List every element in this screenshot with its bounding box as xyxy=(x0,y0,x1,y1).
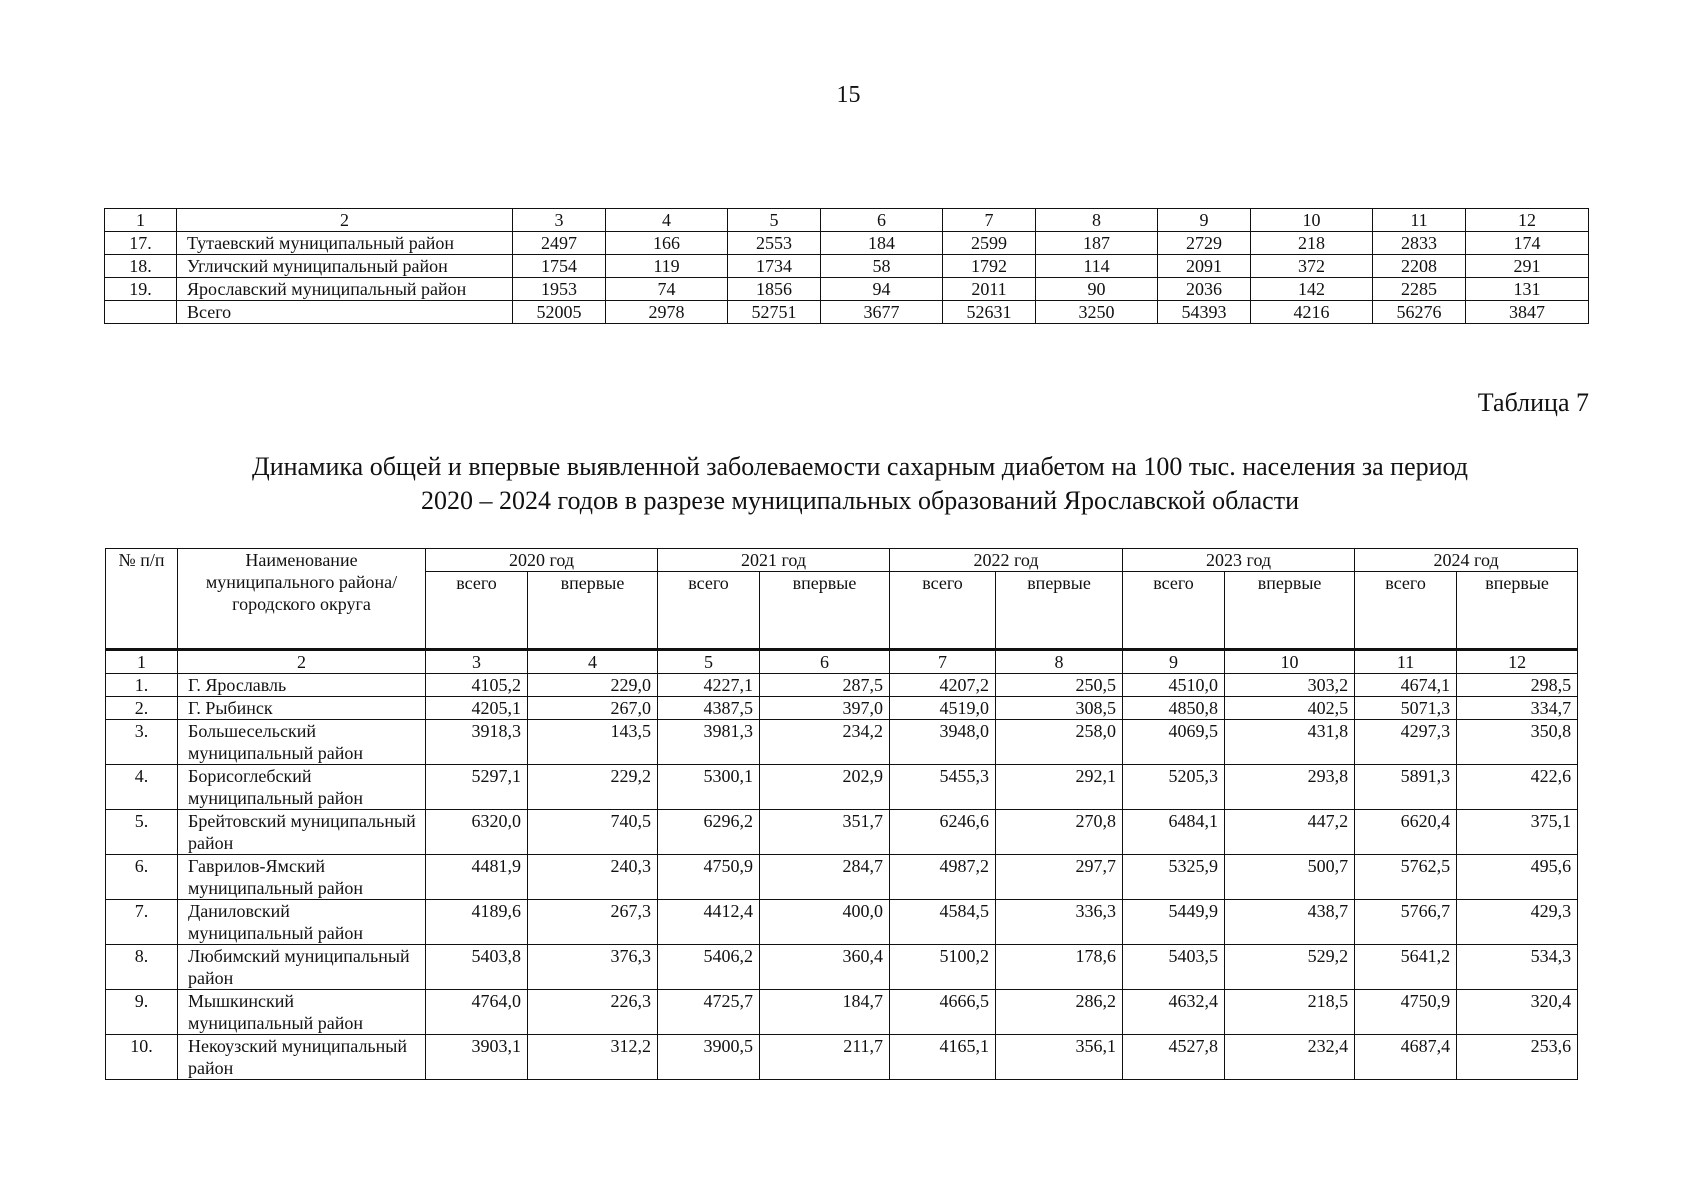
value-cell: 2091 xyxy=(1158,255,1251,278)
subheader-new: впервые xyxy=(760,572,890,650)
value-cell: 334,7 xyxy=(1457,697,1578,720)
column-number: 10 xyxy=(1225,650,1355,674)
table-label: Таблица 7 xyxy=(1477,388,1589,417)
value-cell: 2036 xyxy=(1158,278,1251,301)
value-cell: 184,7 xyxy=(760,990,890,1035)
value-cell: 3900,5 xyxy=(658,1035,760,1080)
value-cell: 298,5 xyxy=(1457,674,1578,697)
value-cell: 5325,9 xyxy=(1123,855,1225,900)
value-cell: 258,0 xyxy=(996,720,1123,765)
column-number: 7 xyxy=(943,209,1036,232)
value-cell: 52005 xyxy=(513,301,606,324)
value-cell: 397,0 xyxy=(760,697,890,720)
district-name: Мышкинский муниципальный район xyxy=(178,990,426,1035)
column-number: 4 xyxy=(606,209,728,232)
value-cell: 4481,9 xyxy=(426,855,528,900)
value-cell: 3903,1 xyxy=(426,1035,528,1080)
column-number: 5 xyxy=(658,650,760,674)
value-cell: 320,4 xyxy=(1457,990,1578,1035)
value-cell: 226,3 xyxy=(528,990,658,1035)
district-name: Угличский муниципальный район xyxy=(177,255,513,278)
district-name: Борисоглебский муниципальный район xyxy=(178,765,426,810)
row-number: 4. xyxy=(106,765,178,810)
column-number: 6 xyxy=(760,650,890,674)
table-row xyxy=(106,945,1578,990)
subheader-new: впервые xyxy=(528,572,658,650)
value-cell: 4205,1 xyxy=(426,697,528,720)
value-cell: 1856 xyxy=(728,278,821,301)
column-number: 12 xyxy=(1466,209,1589,232)
subheader-total: всего xyxy=(1355,572,1457,650)
column-number: 10 xyxy=(1251,209,1373,232)
value-cell: 4207,2 xyxy=(890,674,996,697)
table-row xyxy=(106,855,1578,900)
value-cell: 5455,3 xyxy=(890,765,996,810)
value-cell: 376,3 xyxy=(528,945,658,990)
value-cell: 54393 xyxy=(1158,301,1251,324)
value-cell: 429,3 xyxy=(1457,900,1578,945)
value-cell: 218 xyxy=(1251,232,1373,255)
value-cell: 267,0 xyxy=(528,697,658,720)
page-number: 15 xyxy=(836,82,861,108)
value-cell: 178,6 xyxy=(996,945,1123,990)
value-cell: 94 xyxy=(821,278,943,301)
value-cell: 312,2 xyxy=(528,1035,658,1080)
value-cell: 4725,7 xyxy=(658,990,760,1035)
value-cell: 119 xyxy=(606,255,728,278)
table-row xyxy=(106,810,1578,855)
value-cell: 5100,2 xyxy=(890,945,996,990)
column-number: 1 xyxy=(105,209,177,232)
value-cell: 372 xyxy=(1251,255,1373,278)
value-cell: 3948,0 xyxy=(890,720,996,765)
subheader-new: впервые xyxy=(1225,572,1355,650)
district-name: Всего xyxy=(177,301,513,324)
column-number: 6 xyxy=(821,209,943,232)
column-number: 2 xyxy=(177,209,513,232)
value-cell: 1792 xyxy=(943,255,1036,278)
value-cell: 3847 xyxy=(1466,301,1589,324)
value-cell: 4750,9 xyxy=(1355,990,1457,1035)
row-number: 3. xyxy=(106,720,178,765)
district-name: Любимский муниципальный район xyxy=(178,945,426,990)
value-cell: 4519,0 xyxy=(890,697,996,720)
value-cell: 291 xyxy=(1466,255,1589,278)
row-number: 7. xyxy=(106,900,178,945)
value-cell: 229,0 xyxy=(528,674,658,697)
value-cell: 253,6 xyxy=(1457,1035,1578,1080)
value-cell: 56276 xyxy=(1373,301,1466,324)
value-cell: 4666,5 xyxy=(890,990,996,1035)
value-cell: 375,1 xyxy=(1457,810,1578,855)
district-name: Большесельский муниципальный район xyxy=(178,720,426,765)
value-cell: 184 xyxy=(821,232,943,255)
value-cell: 4105,2 xyxy=(426,674,528,697)
value-cell: 6620,4 xyxy=(1355,810,1457,855)
year-header: 2020 год xyxy=(426,549,658,572)
value-cell: 142 xyxy=(1251,278,1373,301)
value-cell: 270,8 xyxy=(996,810,1123,855)
value-cell: 1734 xyxy=(728,255,821,278)
value-cell: 4584,5 xyxy=(890,900,996,945)
column-number: 1 xyxy=(106,650,178,674)
value-cell: 90 xyxy=(1036,278,1158,301)
value-cell: 5449,9 xyxy=(1123,900,1225,945)
district-name: Г. Ярославль xyxy=(178,674,426,697)
column-number: 8 xyxy=(1036,209,1158,232)
year-header: 2021 год xyxy=(658,549,890,572)
value-cell: 1953 xyxy=(513,278,606,301)
value-cell: 187 xyxy=(1036,232,1158,255)
value-cell: 286,2 xyxy=(996,990,1123,1035)
column-number: 4 xyxy=(528,650,658,674)
table-title-line-2: 2020 – 2024 годов в разрезе муниципальных образований Ярославской области xyxy=(421,486,1299,515)
value-cell: 5071,3 xyxy=(1355,697,1457,720)
value-cell: 3918,3 xyxy=(426,720,528,765)
district-name: Ярославский муниципальный район xyxy=(177,278,513,301)
district-name: Брейтовский муниципальный район xyxy=(178,810,426,855)
header-row xyxy=(106,549,1578,572)
column-number: 5 xyxy=(728,209,821,232)
subheader-new: впервые xyxy=(1457,572,1578,650)
table-row xyxy=(105,301,1589,324)
district-name: Г. Рыбинск xyxy=(178,697,426,720)
value-cell: 4764,0 xyxy=(426,990,528,1035)
row-number: 18. xyxy=(105,255,177,278)
year-header: 2022 год xyxy=(890,549,1123,572)
value-cell: 5403,8 xyxy=(426,945,528,990)
value-cell: 4412,4 xyxy=(658,900,760,945)
value-cell: 2729 xyxy=(1158,232,1251,255)
value-cell: 5891,3 xyxy=(1355,765,1457,810)
value-cell: 234,2 xyxy=(760,720,890,765)
value-cell: 4165,1 xyxy=(890,1035,996,1080)
value-cell: 534,3 xyxy=(1457,945,1578,990)
value-cell: 350,8 xyxy=(1457,720,1578,765)
table-row xyxy=(106,990,1578,1035)
value-cell: 202,9 xyxy=(760,765,890,810)
row-number: 2. xyxy=(106,697,178,720)
numbering-row xyxy=(106,650,1578,674)
value-cell: 529,2 xyxy=(1225,945,1355,990)
value-cell: 351,7 xyxy=(760,810,890,855)
value-cell: 4527,8 xyxy=(1123,1035,1225,1080)
value-cell: 5403,5 xyxy=(1123,945,1225,990)
table-row xyxy=(106,697,1578,720)
value-cell: 2285 xyxy=(1373,278,1466,301)
value-cell: 5297,1 xyxy=(426,765,528,810)
value-cell: 5762,5 xyxy=(1355,855,1457,900)
value-cell: 400,0 xyxy=(760,900,890,945)
district-name: Некоузский муниципальный район xyxy=(178,1035,426,1080)
value-cell: 4216 xyxy=(1251,301,1373,324)
value-cell: 6320,0 xyxy=(426,810,528,855)
value-cell: 308,5 xyxy=(996,697,1123,720)
value-cell: 6484,1 xyxy=(1123,810,1225,855)
column-number: 9 xyxy=(1123,650,1225,674)
column-number: 11 xyxy=(1355,650,1457,674)
table-row xyxy=(105,255,1589,278)
value-cell: 4750,9 xyxy=(658,855,760,900)
value-cell: 4632,4 xyxy=(1123,990,1225,1035)
table-title xyxy=(150,450,1570,518)
row-number: 17. xyxy=(105,232,177,255)
district-name: Гаврилов-Ямский муниципальный район xyxy=(178,855,426,900)
value-cell: 336,3 xyxy=(996,900,1123,945)
value-cell: 250,5 xyxy=(996,674,1123,697)
value-cell: 5641,2 xyxy=(1355,945,1457,990)
value-cell: 287,5 xyxy=(760,674,890,697)
value-cell: 2011 xyxy=(943,278,1036,301)
column-number: 12 xyxy=(1457,650,1578,674)
row-number: 9. xyxy=(106,990,178,1035)
value-cell: 500,7 xyxy=(1225,855,1355,900)
subheader-total: всего xyxy=(426,572,528,650)
subheader-new: впервые xyxy=(996,572,1123,650)
value-cell: 4069,5 xyxy=(1123,720,1225,765)
row-number: 19. xyxy=(105,278,177,301)
column-number: 8 xyxy=(996,650,1123,674)
value-cell: 4674,1 xyxy=(1355,674,1457,697)
value-cell: 740,5 xyxy=(528,810,658,855)
value-cell: 293,8 xyxy=(1225,765,1355,810)
main-table xyxy=(105,548,1578,1080)
value-cell: 131 xyxy=(1466,278,1589,301)
value-cell: 74 xyxy=(606,278,728,301)
value-cell: 1754 xyxy=(513,255,606,278)
value-cell: 6296,2 xyxy=(658,810,760,855)
year-header: 2023 год xyxy=(1123,549,1355,572)
column-number: 11 xyxy=(1373,209,1466,232)
value-cell: 229,2 xyxy=(528,765,658,810)
district-name: Даниловский муниципальный район xyxy=(178,900,426,945)
value-cell: 495,6 xyxy=(1457,855,1578,900)
value-cell: 292,1 xyxy=(996,765,1123,810)
column-number: 9 xyxy=(1158,209,1251,232)
value-cell: 166 xyxy=(606,232,728,255)
value-cell: 3981,3 xyxy=(658,720,760,765)
table-row xyxy=(106,1035,1578,1080)
column-number: 3 xyxy=(426,650,528,674)
value-cell: 2978 xyxy=(606,301,728,324)
value-cell: 4227,1 xyxy=(658,674,760,697)
value-cell: 3250 xyxy=(1036,301,1158,324)
value-cell: 5300,1 xyxy=(658,765,760,810)
district-name: Тутаевский муниципальный район xyxy=(177,232,513,255)
value-cell: 4987,2 xyxy=(890,855,996,900)
value-cell: 422,6 xyxy=(1457,765,1578,810)
table-title-line-1: Динамика общей и впервые выявленной заболеваемости сахарным диабетом на 100 тыс. населения за период xyxy=(251,452,1469,481)
value-cell: 2497 xyxy=(513,232,606,255)
row-number: 5. xyxy=(106,810,178,855)
row-number: 6. xyxy=(106,855,178,900)
value-cell: 4189,6 xyxy=(426,900,528,945)
row-number: 10. xyxy=(106,1035,178,1080)
value-cell: 3677 xyxy=(821,301,943,324)
value-cell: 211,7 xyxy=(760,1035,890,1080)
value-cell: 6246,6 xyxy=(890,810,996,855)
value-cell: 356,1 xyxy=(996,1035,1123,1080)
value-cell: 114 xyxy=(1036,255,1158,278)
header-row xyxy=(105,209,1589,232)
value-cell: 303,2 xyxy=(1225,674,1355,697)
value-cell: 232,4 xyxy=(1225,1035,1355,1080)
value-cell: 438,7 xyxy=(1225,900,1355,945)
value-cell: 5406,2 xyxy=(658,945,760,990)
value-cell: 4687,4 xyxy=(1355,1035,1457,1080)
row-number: 1. xyxy=(106,674,178,697)
value-cell: 174 xyxy=(1466,232,1589,255)
year-header: 2024 год xyxy=(1355,549,1578,572)
row-number xyxy=(105,301,177,324)
value-cell: 284,7 xyxy=(760,855,890,900)
table-row xyxy=(106,765,1578,810)
value-cell: 240,3 xyxy=(528,855,658,900)
top-table xyxy=(104,208,1589,324)
value-cell: 2599 xyxy=(943,232,1036,255)
value-cell: 4850,8 xyxy=(1123,697,1225,720)
column-number: 3 xyxy=(513,209,606,232)
subheader-total: всего xyxy=(1123,572,1225,650)
value-cell: 4510,0 xyxy=(1123,674,1225,697)
subheader-total: всего xyxy=(658,572,760,650)
value-cell: 267,3 xyxy=(528,900,658,945)
value-cell: 2553 xyxy=(728,232,821,255)
column-number: 7 xyxy=(890,650,996,674)
subheader-total: всего xyxy=(890,572,996,650)
value-cell: 447,2 xyxy=(1225,810,1355,855)
value-cell: 360,4 xyxy=(760,945,890,990)
value-cell: 5205,3 xyxy=(1123,765,1225,810)
value-cell: 431,8 xyxy=(1225,720,1355,765)
column-header-number: № п/п xyxy=(106,549,178,650)
value-cell: 5766,7 xyxy=(1355,900,1457,945)
table-row xyxy=(106,674,1578,697)
row-number: 8. xyxy=(106,945,178,990)
value-cell: 402,5 xyxy=(1225,697,1355,720)
value-cell: 52631 xyxy=(943,301,1036,324)
value-cell: 4297,3 xyxy=(1355,720,1457,765)
value-cell: 2833 xyxy=(1373,232,1466,255)
value-cell: 218,5 xyxy=(1225,990,1355,1035)
column-number: 2 xyxy=(178,650,426,674)
column-header-name: Наименование муниципального района/ городского округа xyxy=(178,549,426,650)
table-row xyxy=(106,900,1578,945)
value-cell: 52751 xyxy=(728,301,821,324)
value-cell: 143,5 xyxy=(528,720,658,765)
value-cell: 2208 xyxy=(1373,255,1466,278)
table-row xyxy=(106,720,1578,765)
value-cell: 297,7 xyxy=(996,855,1123,900)
table-row xyxy=(105,232,1589,255)
value-cell: 4387,5 xyxy=(658,697,760,720)
value-cell: 58 xyxy=(821,255,943,278)
table-row xyxy=(105,278,1589,301)
